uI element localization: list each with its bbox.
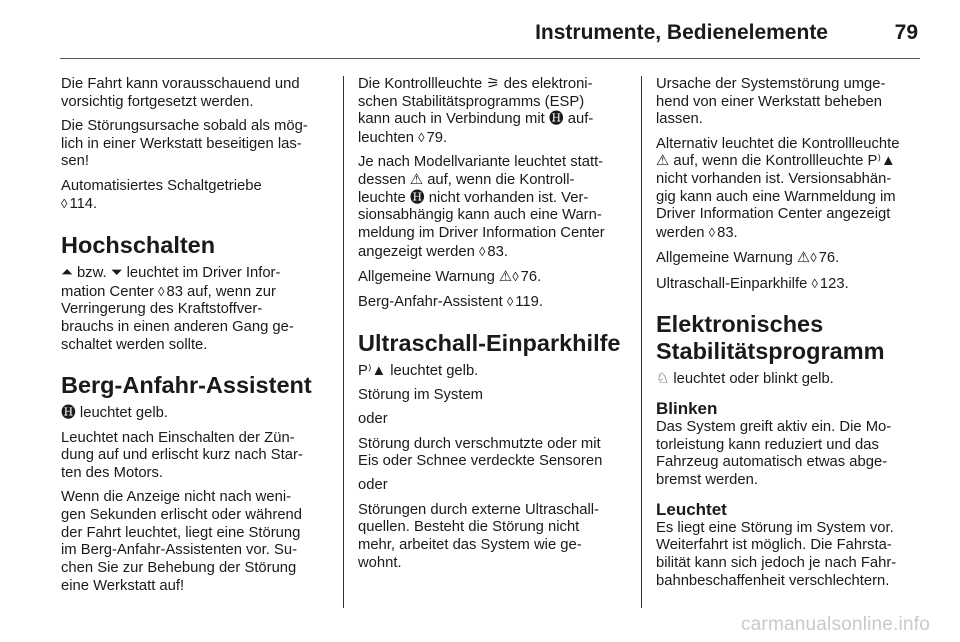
text-line: Verringerung des Kraftstoffver- — [61, 301, 263, 318]
text-line: wohnt. — [358, 554, 402, 571]
text-span: bzw. — [72, 264, 111, 281]
page-reference-icon: ◊ — [810, 250, 817, 266]
text-span: nicht vorhanden ist. Ver- — [424, 189, 589, 206]
paragraph — [358, 154, 630, 261]
text-line: Störung durch verschmutzte oder mit — [358, 435, 601, 452]
page-title: Instrumente, Bedienelemente — [535, 21, 828, 44]
text-line — [358, 243, 630, 262]
text-line: bahnbeschaffenheit verschlechtern. — [656, 572, 890, 589]
text-line — [61, 265, 331, 283]
paragraph: Störung im System — [358, 387, 483, 404]
text-span: auf, wenn die Kontroll- — [423, 172, 575, 189]
text-span: leuchtet gelb. — [386, 362, 479, 379]
text-line: hend von einer Werkstatt beheben — [656, 93, 882, 110]
page-reference-icon: ◊ — [478, 243, 486, 259]
text-span: des elektroni- — [499, 76, 593, 92]
shift-down-icon: ⏷ — [110, 264, 123, 281]
esp-off-icon: ⚞ — [486, 76, 500, 92]
paragraph — [656, 275, 928, 294]
text-line: Driver Information Center angezeigt — [656, 206, 891, 223]
text-line — [61, 405, 331, 423]
header-divider — [60, 58, 920, 59]
text-span: leuchte — [358, 189, 410, 206]
paragraph — [358, 76, 630, 148]
text-line: Alternativ leuchtet die Kontrollleuchte — [656, 135, 900, 152]
paragraph — [358, 502, 630, 573]
text-line: brauchs in einen anderen Gang ge- — [61, 319, 294, 336]
warning-icon: ⚠ — [656, 153, 670, 170]
text-line: Es liegt eine Störung im System vor. — [656, 519, 894, 536]
text-span: Die Kontrollleuchte — [358, 76, 487, 92]
text-line: Die Fahrt kann vorausschauend und — [61, 76, 300, 92]
section-heading-ultraschall: Ultraschall-Einparkhilfe — [358, 329, 621, 356]
page-reference-icon: ◊ — [811, 275, 818, 291]
section-heading-esp — [656, 311, 928, 365]
page-reference-link[interactable]: 123. — [819, 275, 849, 292]
text-line: dung auf und erlischt kurz nach Star- — [61, 447, 303, 464]
paragraph — [656, 419, 928, 490]
text-line: nicht vorhanden ist. Versionsabhän- — [656, 171, 892, 188]
page-reference-link[interactable]: 76. — [818, 250, 840, 267]
paragraph — [61, 489, 331, 595]
paragraph — [656, 371, 928, 389]
paragraph — [61, 118, 331, 171]
page-reference-link[interactable]: 119. — [515, 294, 543, 311]
section-heading-berg-anfahr: Berg-Anfahr-Assistent — [61, 372, 312, 399]
text-line: quellen. Besteht die Störung nicht — [358, 519, 580, 536]
page-reference-link[interactable]: 83. — [487, 243, 508, 260]
page-reference-icon: ◊ — [708, 225, 716, 241]
paragraph — [61, 405, 331, 423]
text-span: dessen — [358, 172, 410, 189]
text-span: 83 auf, wenn zur — [166, 283, 276, 300]
paragraph — [358, 293, 630, 312]
parking-sensor-icon: P⁾▲ — [867, 153, 896, 170]
text-line: Automatisiertes Schaltgetriebe — [61, 177, 262, 194]
text-line: Je nach Modellvariante leuchtet statt- — [358, 154, 604, 171]
text-line: lassen. — [656, 111, 703, 128]
text-span: auf- — [563, 111, 594, 128]
text-span: Allgemeine Warnung — [656, 250, 797, 267]
column-1 — [61, 76, 331, 602]
shift-up-icon: ⏶ — [61, 264, 73, 281]
text-span: Allgemeine Warnung — [358, 269, 499, 286]
page-reference-link[interactable]: 114. — [69, 196, 98, 213]
text-line: lich in einer Werkstatt beseitigen las- — [61, 135, 302, 152]
text-line: gen Sekunden erlischt oder während — [61, 506, 303, 523]
page-reference-icon: ◊ — [158, 283, 165, 299]
text-line: Das System greift aktiv ein. Die Mo- — [656, 418, 892, 435]
text-line: Wenn die Anzeige nicht nach weni- — [61, 489, 292, 506]
text-line — [358, 76, 630, 94]
warning-icon: ⚠ — [409, 172, 424, 189]
warning-icon: ⚠ — [796, 250, 811, 267]
page-reference-icon: ◊ — [512, 269, 519, 285]
text-line — [656, 224, 928, 243]
text-line: chen Sie zur Behebung der Störung — [61, 560, 297, 577]
paragraph: oder — [358, 477, 388, 494]
subheading-leuchtet: Leuchtet — [656, 499, 727, 519]
page-reference-icon: ◊ — [506, 294, 514, 310]
text-span: werden — [656, 225, 709, 242]
text-line: Weiterfahrt ist möglich. Die Fahrsta- — [656, 537, 892, 554]
text-span: leuchtet im Driver Infor- — [122, 264, 281, 281]
text-line: gig kann auch eine Warnmeldung im — [656, 188, 896, 205]
text-span: kann auch in Verbindung mit — [358, 111, 549, 128]
text-line: bilität kann sich jedoch je nach Fahr- — [656, 555, 897, 572]
page-header — [0, 0, 960, 62]
section-heading-hochschalten: Hochschalten — [61, 231, 216, 258]
hill-assist-icon: 🅗 — [548, 111, 564, 128]
subheading-blinken: Blinken — [656, 398, 718, 418]
text-line — [358, 111, 630, 129]
hill-assist-icon: 🅗 — [409, 189, 425, 206]
heading-line: Stabilitätsprogramm — [656, 338, 885, 365]
text-span: Ultraschall-Einparkhilfe — [656, 275, 812, 292]
text-line — [358, 172, 630, 190]
text-line: Fahrzeug automatisch etwas abge- — [656, 454, 888, 471]
text-span: leuchtet gelb. — [75, 405, 168, 422]
text-line: Leuchtet nach Einschalten der Zün- — [61, 429, 295, 446]
text-line: Die Störungsursache sobald als mög- — [61, 117, 308, 134]
page-reference-icon: ◊ — [61, 196, 68, 212]
paragraph — [656, 76, 928, 129]
column-2 — [358, 76, 630, 579]
text-line: meldung im Driver Information Center — [358, 225, 605, 242]
text-span: leuchtet oder blinkt gelb. — [669, 371, 834, 388]
text-span: leuchten — [358, 130, 419, 147]
column-3 — [656, 76, 928, 597]
text-line — [61, 195, 331, 214]
page-reference-link[interactable]: 79. — [426, 130, 448, 147]
paragraph: oder — [358, 411, 388, 428]
text-line: mehr, arbeitet das System wie ge- — [358, 537, 582, 554]
column-divider-2 — [641, 76, 642, 608]
paragraph — [61, 430, 331, 483]
paragraph — [358, 363, 630, 381]
parking-sensor-icon: P⁾▲ — [358, 362, 387, 379]
text-line: Eis oder Schnee verdeckte Sensoren — [358, 453, 603, 470]
text-line: sen! — [61, 153, 89, 170]
paragraph — [656, 520, 928, 591]
text-span: auf, wenn die Kontrollleuchte — [669, 153, 868, 170]
paragraph — [656, 136, 928, 243]
text-line: ten des Motors. — [61, 465, 163, 482]
paragraph — [358, 268, 630, 287]
text-line — [358, 129, 630, 148]
text-line: schaltet werden sollte. — [61, 336, 208, 353]
text-line: der Fahrt leuchtet, liegt eine Störung — [61, 524, 301, 541]
text-line: vorsichtig fortgesetzt werden. — [61, 93, 254, 110]
watermark: carmanualsonline.info — [740, 614, 930, 635]
text-line: eine Werkstatt auf! — [61, 577, 185, 594]
paragraph — [656, 249, 928, 268]
warning-icon: ⚠ — [498, 269, 513, 286]
page-reference-icon: ◊ — [418, 130, 425, 146]
text-line: Ursache der Systemstörung umge- — [656, 76, 886, 92]
text-span: angezeigt werden — [358, 243, 479, 260]
paragraph — [358, 436, 630, 471]
text-line — [358, 190, 630, 208]
esp-icon: ♘ — [656, 371, 670, 388]
text-line: torleistung kann reduziert und das — [656, 436, 879, 453]
text-line: schen Stabilitätsprogramms (ESP) — [358, 93, 585, 110]
page-reference-link[interactable]: 83. — [717, 225, 738, 242]
heading-line: Elektronisches — [656, 311, 824, 338]
text-span: Berg-Anfahr-Assistent — [358, 294, 507, 311]
page-number: 79 — [894, 21, 918, 44]
column-divider-1 — [343, 76, 344, 608]
text-line: im Berg-Anfahr-Assistenten vor. Su- — [61, 542, 298, 559]
page-reference-link[interactable]: 76. — [520, 269, 542, 286]
text-line: Störungen durch externe Ultraschall- — [358, 501, 599, 518]
paragraph — [61, 76, 331, 111]
text-line: sionsabhängig kann auch eine Warn- — [358, 207, 602, 224]
text-line — [656, 153, 928, 171]
text-span: mation Center — [61, 283, 159, 300]
hill-assist-icon: 🅗 — [61, 405, 76, 422]
paragraph — [61, 178, 331, 214]
paragraph — [61, 265, 331, 355]
text-line: bremst werden. — [656, 472, 758, 489]
text-line — [61, 283, 331, 302]
